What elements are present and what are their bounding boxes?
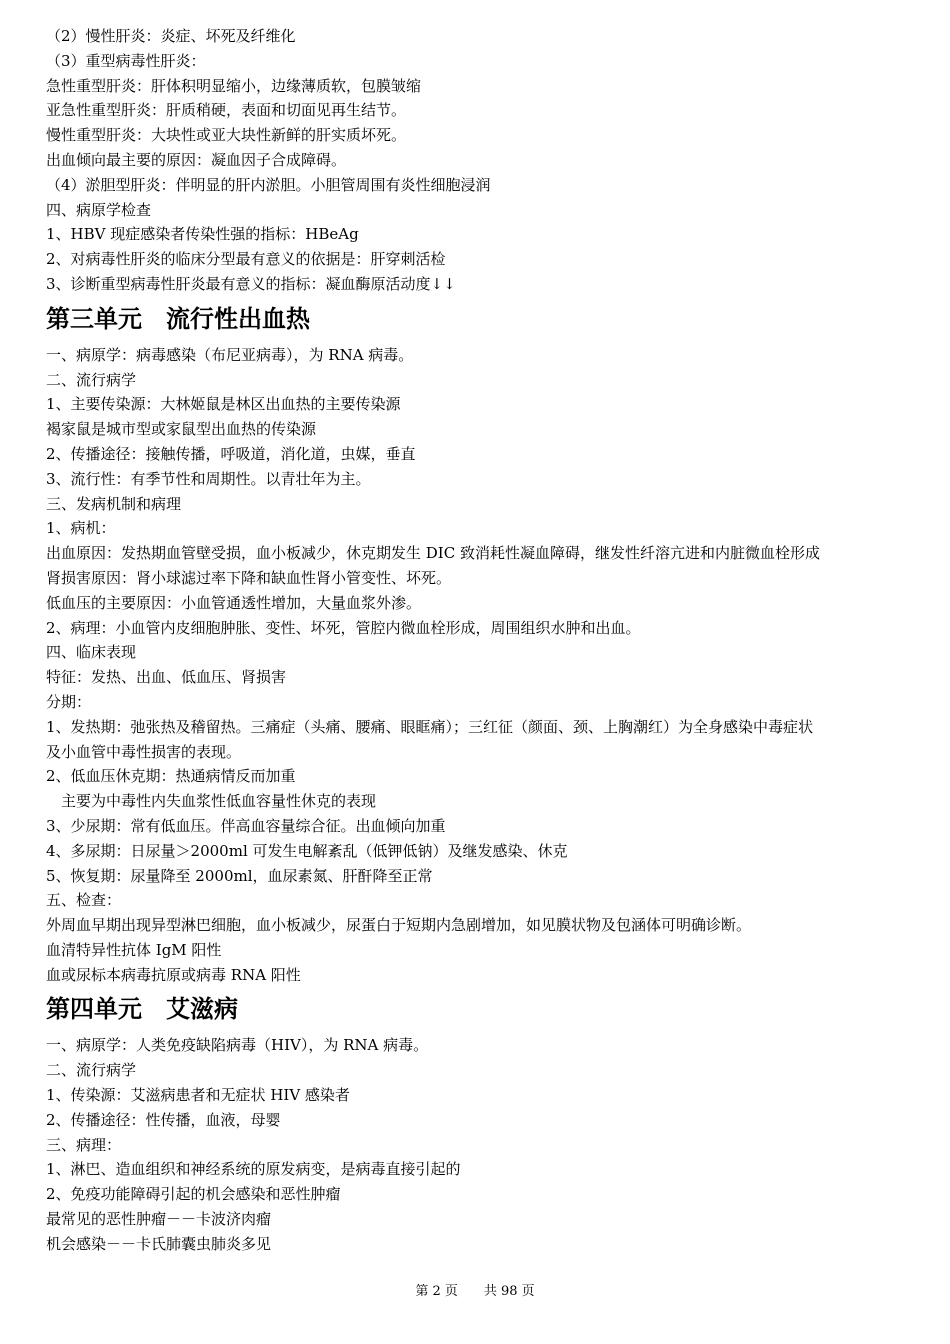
text-line: 2、免疫功能障碍引起的机会感染和恶性肿瘤 [46,1185,341,1204]
page-footer: 第 2 页 共 98 页 [415,1284,535,1299]
section-hepatitis-continued [46,24,916,297]
text-line: 亚急性重型肝炎：肝质稍硬，表面和切面见再生结节。 [46,101,407,120]
text-line: 低血压的主要原因：小血管通透性增加，大量血浆外渗。 [46,593,422,612]
text-line: 1、传染源：艾滋病患者和无症状 HIV 感染者 [46,1086,350,1105]
text-line: 一、病原学：病毒感染（布尼亚病毒），为 RNA 病毒。 [46,345,414,364]
text-line: 四、临床表现 [46,643,137,662]
text-line: 三、病理： [46,1135,122,1154]
text-line: 肾损害原因：肾小球滤过率下降和缺血性肾小管变性、坏死。 [46,568,452,587]
text-line: 2、对病毒性肝炎的临床分型最有意义的依据是：肝穿刺活检 [46,250,446,269]
section-hemorrhagic-fever [46,343,916,988]
text-line: 慢性重型肝炎：大块性或亚大块性新鲜的肝实质坏死。 [46,126,407,145]
text-line: 2、低血压休克期：热通病情反而加重 [46,767,296,786]
text-line: 2、传播途径：性传播，血液，母婴 [46,1110,281,1129]
heading-unit-3: 第三单元 流行性出血热 [46,304,310,333]
text-line: 3、少尿期：常有低血压。伴高血容量综合征。出血倾向加重 [46,816,446,835]
text-line: 3、诊断重型病毒性肝炎最有意义的指标：凝血酶原活动度↓↓ [46,274,456,293]
text-line: 二、流行病学 [46,370,137,389]
text-line: 1、病机： [46,519,116,538]
text-line: （3）重型病毒性肝炎： [46,51,206,70]
text-line: 血或尿标本病毒抗原或病毒 RNA 阳性 [46,965,301,984]
text-line: 1、淋巴、造血组织和神经系统的原发病变，是病毒直接引起的 [46,1160,461,1179]
text-line: 机会感染－－卡氏肺囊虫肺炎多见 [46,1234,272,1253]
text-line: （4）淤胆型肝炎：伴明显的肝内淤胆。小胆管周围有炎性细胞浸润 [46,175,491,194]
text-line: 最常见的恶性肿瘤－－卡波济肉瘤 [46,1210,272,1229]
text-line: 特征：发热、出血、低血压、肾损害 [46,668,287,687]
text-line: 主要为中毒性内失血浆性低血容量性休克的表现 [46,792,377,811]
text-line: 2、病理：小血管内皮细胞肿胀、变性、坏死，管腔内微血栓形成，周围组织水肿和出血。 [46,618,641,637]
text-line: 出血倾向最主要的原因：凝血因子合成障碍。 [46,150,347,169]
text-line: 4、多尿期：日尿量＞2000ml 可发生电解紊乱（低钾低钠）及继发感染、休克 [46,841,568,860]
text-line: 急性重型肝炎：肝体积明显缩小，边缘薄质软，包膜皱缩 [46,76,422,95]
text-line: 分期： [46,692,92,711]
text-line: 二、流行病学 [46,1061,137,1080]
page-content [46,24,916,1257]
text-line: 褐家鼠是城市型或家鼠型出血热的传染源 [46,420,317,439]
text-line: 一、病原学：人类免疫缺陷病毒（HIV），为 RNA 病毒。 [46,1036,429,1055]
text-line: （2）慢性肝炎：炎症、坏死及纤维化 [46,27,296,45]
text-line: 及小血管中毒性损害的表现。 [46,742,242,761]
text-line: 1、主要传染源：大林姬鼠是林区出血热的主要传染源 [46,395,401,414]
text-line: 血清特异性抗体 IgM 阳性 [46,940,222,959]
text-line: 五、检查： [46,891,122,910]
text-line: 三、发病机制和病理 [46,494,182,513]
text-line: 四、病原学检查 [46,200,152,219]
text-line: 1、发热期：弛张热及稽留热。三痛症（头痛、腰痛、眼眶痛）；三红征（颜面、颈、上胸潮红）为全身感染中毒症状 [46,717,814,736]
text-line: 出血原因：发热期血管壁受损，血小板减少，休克期发生 DIC 致消耗性凝血障碍，继发性纤溶亢进和内脏微血栓形成 [46,544,820,563]
text-line: 3、流行性：有季节性和周期性。以青壮年为主。 [46,469,371,488]
text-line: 5、恢复期：尿量降至 2000ml，血尿素氮、肝酐降至正常 [46,866,433,885]
text-line: 2、传播途径：接触传播，呼吸道，消化道，虫媒，垂直 [46,444,416,463]
text-line: 外周血早期出现异型淋巴细胞，血小板减少，尿蛋白于短期内急剧增加，如见膜状物及包涵体可明确诊断。 [46,916,752,935]
section-aids [46,1033,916,1256]
text-line: 1、HBV 现症感染者传染性强的指标：HBeAg [46,225,359,244]
heading-unit-4: 第四单元 艾滋病 [46,995,238,1024]
